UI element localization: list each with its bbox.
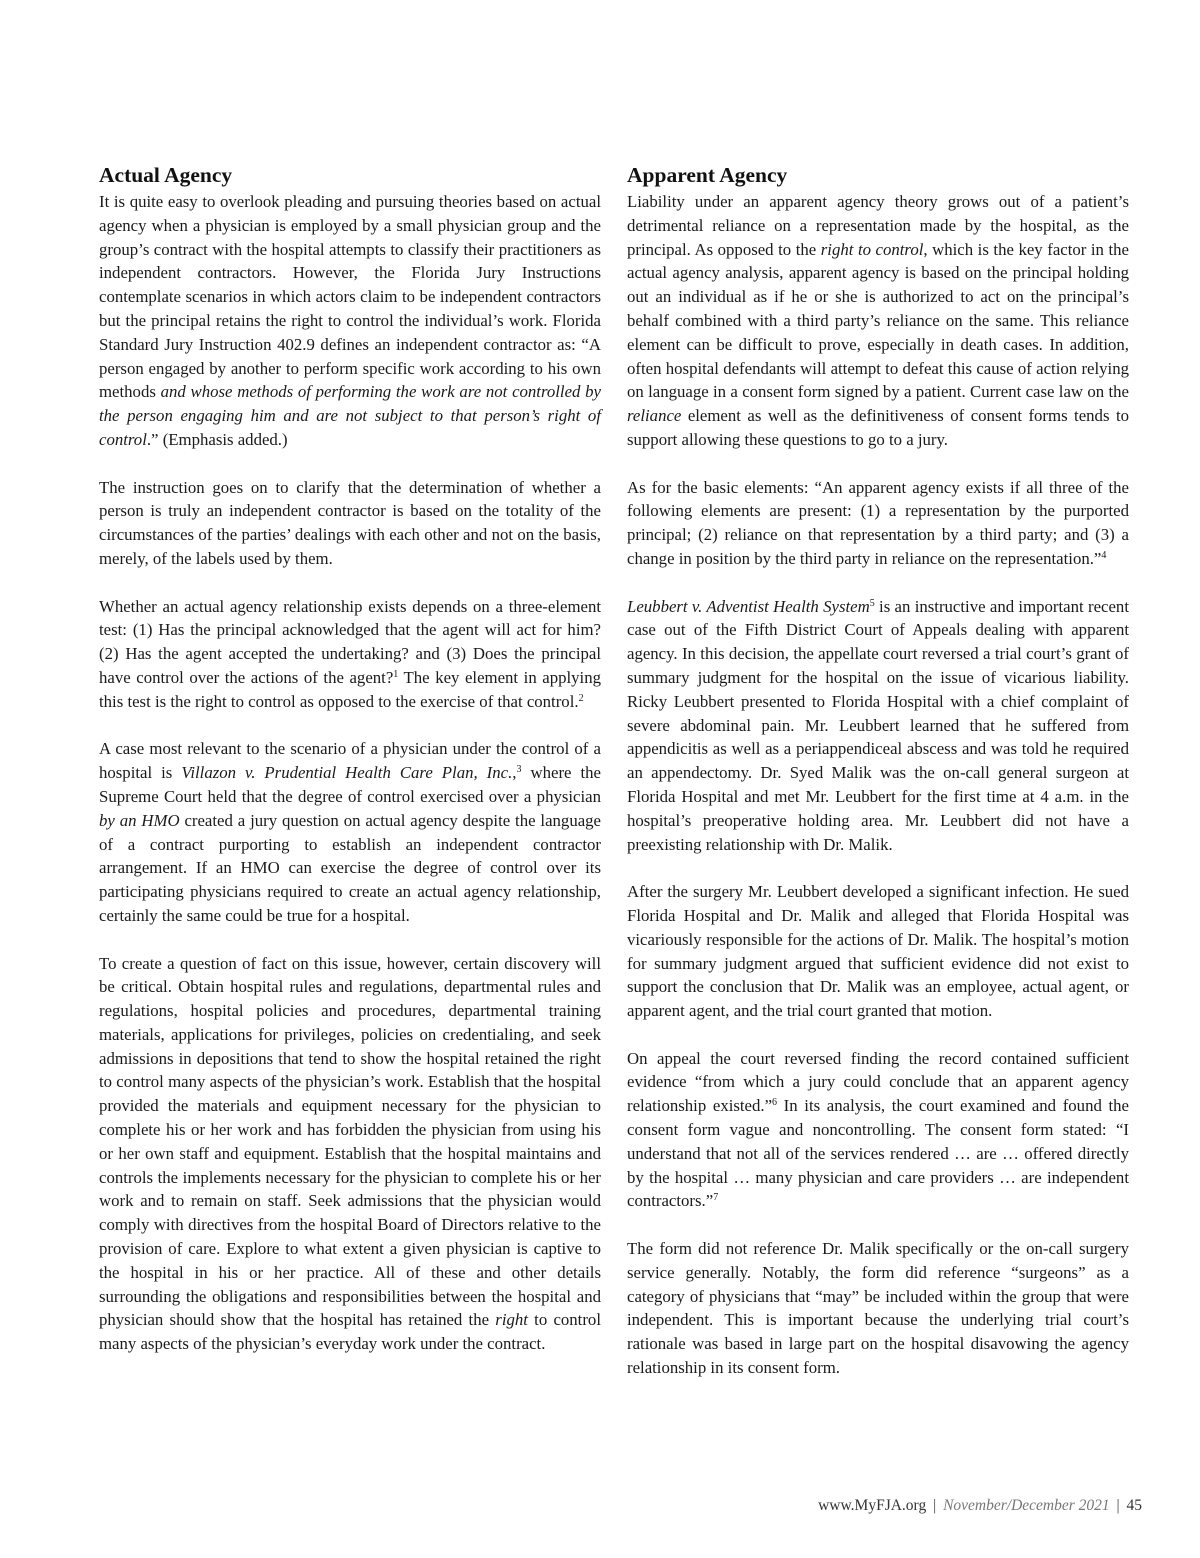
footnote-ref: 5	[869, 597, 875, 609]
footnote-ref: 1	[393, 668, 399, 680]
italic-text: Leubbert v. Adventist Health System	[627, 596, 870, 616]
text-run: element as well as the definitiveness of consent forms tends to support allowing these questions to go to a jury.	[627, 406, 1129, 449]
italic-text: right	[495, 1310, 528, 1330]
paragraph	[99, 595, 601, 714]
text-run: to control many aspects of the physician’s everyday work under the contract.	[99, 1310, 601, 1354]
paragraph	[99, 737, 601, 927]
section-heading-apparent-agency: Apparent Agency	[627, 163, 788, 187]
footnote-ref: 2	[578, 692, 584, 704]
text-run: .” (Emphasis added.)	[146, 429, 288, 449]
footnote-ref: 3	[516, 764, 522, 776]
text-run: It is quite easy to overlook pleading and pursuing theories based on actual agency when a physician is employed by a small physician group and the group’s contract with the hospital attempts to classify their practitioners as independent contractors. However, the Florida Jury Instructions contemplate scenarios in which actors claim to be independent contractors but the principal retains the right to control the individual’s work. Florida Standard Jury Instruction 402.9 defines an independent contractor as: “A person engaged by another to perform specific work according to his own methods	[99, 192, 601, 402]
paragraph	[627, 595, 1129, 857]
footer-issue-date: November/December 2021	[943, 1497, 1110, 1514]
footer-separator: |	[933, 1497, 937, 1514]
text-run: On appeal the court reversed finding the record contained sufficient evidence “from which a jury could conclude that an apparent agency relationship existed.”	[627, 1048, 1129, 1116]
italic-text: Villazon v. Prudential Health Care Plan, Inc.	[181, 763, 513, 783]
text-run: In its analysis, the court examined and found the consent form vague and noncontrolling. The consent form stated: “I understand that not all of the services rendered … are … offered directly by the hospital … many physician and care providers … are independent contractors.”	[627, 1096, 1129, 1211]
text-run: The form did not reference Dr. Malik specifically or the on-call surgery service generally. Notably, the form did reference “surgeons” as a category of physicians that “may” be included within the group that were independent. This is important because the underlying trial court’s rationale was based in large part on the hospital disavowing the agency relationship in its consent form.	[627, 1239, 1129, 1378]
right-column	[627, 160, 1129, 1404]
paragraph	[627, 880, 1129, 1023]
italic-text: by an HMO	[99, 810, 180, 830]
paragraph	[99, 190, 601, 452]
page-footer	[818, 1497, 1142, 1515]
text-run: After the surgery Mr. Leubbert developed a significant infection. He sued Florida Hospital and Dr. Malik and alleged that Florida Hospital was vicariously responsible for the actions of Dr. Malik. The hospital’s motion for summary judgment argued that sufficient evidence did not exist to support the conclusion that Dr. Malik was an employee, actual agent, or apparent agent, and the trial court granted that motion.	[627, 882, 1129, 1021]
paragraph	[99, 476, 601, 571]
italic-text: right to control	[820, 239, 924, 259]
text-run: As for the basic elements: “An apparent agency exists if all three of the following elements are present: (1) a representation by the purported principal; (2) reliance on that representation by a third party; and (3) a change in position by the third party in reliance on the representation.”	[627, 477, 1129, 568]
footnote-ref: 4	[1101, 549, 1107, 561]
paragraph	[627, 190, 1129, 452]
text-run: where the Supreme Court held that the degree of control exercised over a physician	[99, 763, 601, 806]
italic-text: reliance	[627, 406, 682, 426]
footnote-ref: 7	[713, 1192, 719, 1204]
text-run: ,	[512, 763, 517, 783]
text-run: The instruction goes on to clarify that the determination of whether a person is truly an independent contractor is based on the totality of the circumstances of the parties’ dealings with each other and not on the basis, merely, of the labels used by them.	[99, 477, 601, 568]
text-run: , which is the key factor in the actual agency analysis, apparent agency is based on the principal holding out an individual as if he or she is authorized to act on the principal’s behalf combined with a third party’s reliance on the same. This reliance element can be difficult to prove, especially in death cases. In addition, often hospital defendants will attempt to defeat this cause of action relying on language in a consent form signed by a patient. Current case law on the	[627, 239, 1129, 402]
section-heading-actual-agency: Actual Agency	[99, 163, 233, 187]
footer-separator: |	[1116, 1497, 1120, 1514]
paragraph	[627, 476, 1129, 571]
text-run: is an instructive and important recent case out of the Fifth District Court of Appeals dealing with apparent agency. In this decision, the appellate court reversed a trial court’s grant of summary judgment for the hospital on the issue of vicarious liability. Ricky Leubbert presented to Florida Hospital with a chief complaint of severe abdominal pain. Mr. Leubbert learned that he suffered from appendicitis as well as a periappendiceal abscess and was told he required an appendectomy. Dr. Syed Malik was the on-call general surgeon at Florida Hospital and met Mr. Leubbert for the first time at 4 a.m. in the hospital’s preoperative holding area. Mr. Leubbert did not have a preexisting relationship with Dr. Malik.	[627, 596, 1129, 854]
footer-page-number: 45	[1126, 1497, 1142, 1514]
text-run: created a jury question on actual agency despite the language of a contract purporting to establish an independent contractor arrangement. If an HMO can exercise the degree of control over its participating physicians required to create an actual agency relationship, certainly the same could be true for a hospital.	[99, 810, 601, 925]
text-run: A case most relevant to the scenario of a physician under the control of a hospital is	[99, 739, 601, 783]
paragraph	[627, 1237, 1129, 1380]
footer-website-link[interactable]: www.MyFJA.org	[818, 1497, 927, 1514]
text-run: To create a question of fact on this issue, however, certain discovery will be critical. Obtain hospital rules and regulations, departmental rules and regulations, hospital policies and procedures, departmental training materials, applications for privileges, policies on credentialing, and seek admissions in depositions that tend to show the hospital retained the right to control many aspects of the physician’s work. Establish that the hospital provided the materials and equipment necessary for the physician to complete his or her work and has forbidden the physician from using his or her own staff and equipment. Establish that the hospital maintains and controls the implements necessary for the physician to complete his or her work and to remain on staff. Seek admissions that the physician would comply with directives from the hospital Board of Directors relative to the provision of care. Explore to what extent a given physician is captive to the hospital in his or her practice. All of these and other details surrounding the obligations and responsibilities between the hospital and physician should show that the hospital has retained the	[99, 953, 601, 1330]
text-run: The key element in applying this test is the right to control as opposed to the exercise of that control.	[99, 667, 602, 711]
italic-text: and whose methods of performing the work are not controlled by the person engaging him and are not subject to that person’s right of control	[99, 382, 602, 449]
left-column	[99, 160, 601, 1380]
text-run: Liability under an apparent agency theory grows out of a patient’s detrimental reliance on a representation made by the hospital, as the principal. As opposed to the	[627, 192, 1129, 259]
paragraph	[627, 1047, 1129, 1214]
paragraph	[99, 952, 601, 1357]
text-run: Whether an actual agency relationship exists depends on a three-element test: (1) Has the principal acknowledged that the agent will act for him? (2) Has the agent accepted the undertaking? and (3) Does the principal have control over the actions of the agent?	[99, 596, 601, 687]
footnote-ref: 6	[772, 1097, 778, 1109]
